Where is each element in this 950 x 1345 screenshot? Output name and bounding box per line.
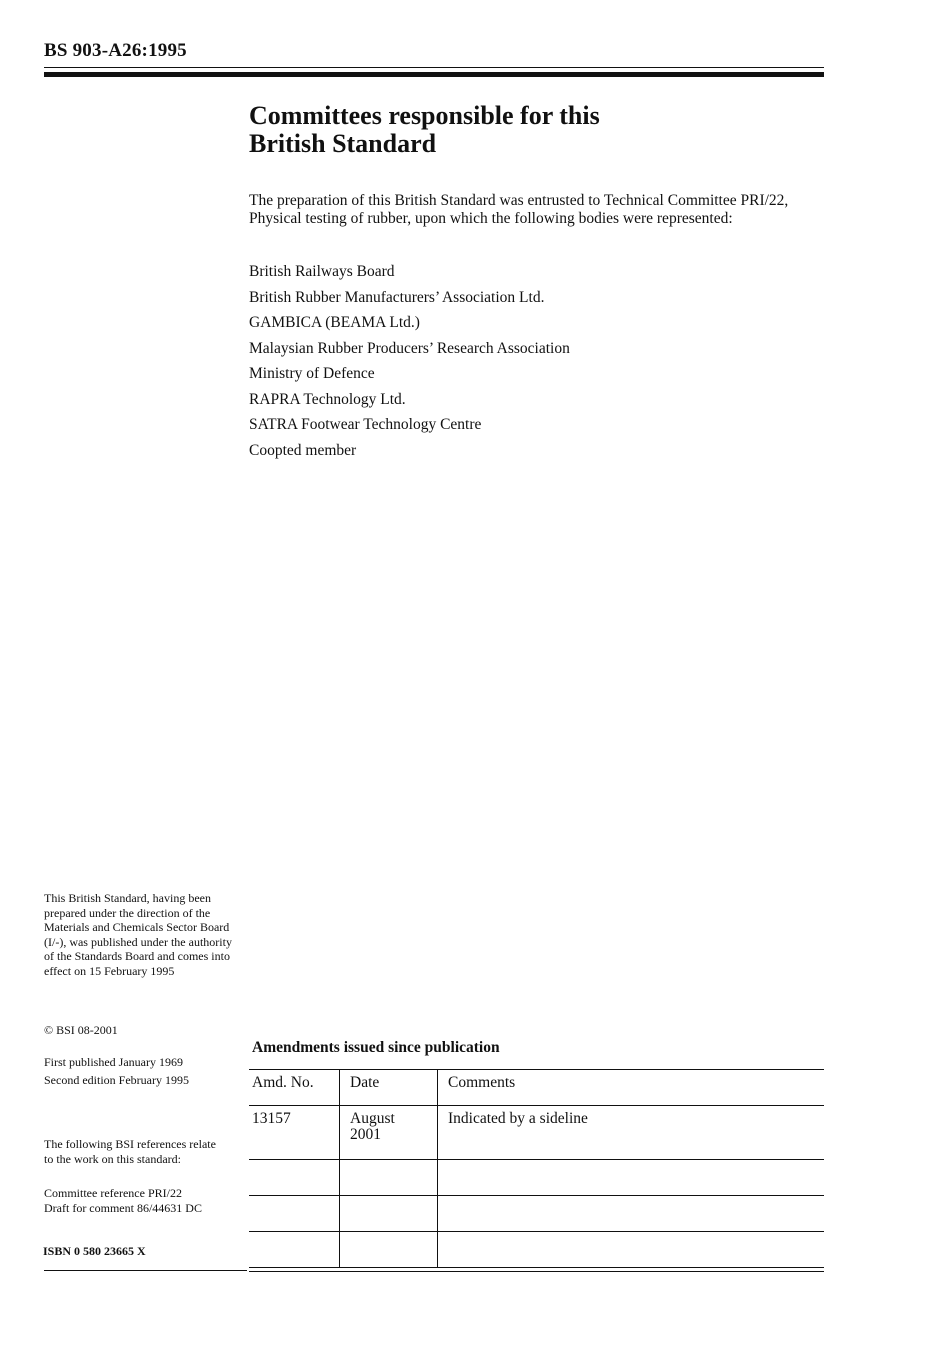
- amd-no-cell: 13157: [249, 1106, 340, 1160]
- publication-statement: This British Standard, having been prepared under the direction of the Materials and Chemicals Sector Board (I/-), was published under the authority of the Standards Board and comes into effect on 15 February 1995: [44, 891, 232, 978]
- list-item: SATRA Footwear Technology Centre: [249, 416, 482, 433]
- column-header-amd-no: Amd. No.: [249, 1070, 340, 1106]
- first-published: First published January 1969: [44, 1055, 183, 1069]
- column-header-comments: Comments: [438, 1070, 825, 1106]
- empty-cell: [438, 1196, 825, 1232]
- header-rule-thin: [44, 67, 824, 68]
- document-id: BS 903-A26:1995: [44, 40, 187, 61]
- date-line-1: August: [350, 1110, 395, 1127]
- empty-cell: [340, 1160, 438, 1196]
- column-header-date: Date: [340, 1070, 438, 1106]
- footer-rule-left: [44, 1270, 247, 1271]
- empty-cell: [249, 1160, 340, 1196]
- table-row: [249, 1160, 824, 1196]
- empty-cell: [249, 1232, 340, 1268]
- date-cell: [340, 1106, 438, 1160]
- represented-bodies-list: [249, 262, 829, 466]
- empty-cell: [249, 1196, 340, 1232]
- empty-cell: [438, 1160, 825, 1196]
- table-row: [249, 1196, 824, 1232]
- title-line-1: Committees responsible for this: [249, 101, 600, 130]
- copyright-notice: © BSI 08-2001: [44, 1023, 118, 1037]
- amendments-heading: Amendments issued since publication: [252, 1039, 500, 1056]
- footer-rule-right: [249, 1271, 824, 1272]
- list-item: British Railways Board: [249, 263, 395, 280]
- table-row: [249, 1232, 824, 1268]
- second-edition: Second edition February 1995: [44, 1073, 189, 1087]
- list-item: RAPRA Technology Ltd.: [249, 390, 406, 408]
- list-item: Ministry of Defence: [249, 365, 375, 382]
- page-title: [249, 102, 809, 158]
- amendments-table: [249, 1069, 824, 1268]
- comments-cell: Indicated by a sideline: [438, 1106, 825, 1160]
- list-item: Malaysian Rubber Producers’ Research Association: [249, 339, 570, 357]
- empty-cell: [438, 1232, 825, 1268]
- table-row: [249, 1106, 824, 1160]
- list-item: British Rubber Manufacturers’ Association Ltd.: [249, 288, 545, 306]
- date-line-2: 2001: [350, 1126, 381, 1143]
- list-item: GAMBICA (BEAMA Ltd.): [249, 314, 420, 331]
- title-line-2: British Standard: [249, 129, 437, 158]
- draft-reference: Draft for comment 86/44631 DC: [44, 1201, 202, 1215]
- header-rule-thick: [44, 72, 824, 77]
- list-item: Coopted member: [249, 441, 357, 459]
- empty-cell: [340, 1232, 438, 1268]
- isbn: ISBN 0 580 23665 X: [43, 1244, 146, 1258]
- committee-reference: Committee reference PRI/22: [44, 1186, 182, 1200]
- references-intro: The following BSI references relate to the work on this standard:: [44, 1137, 216, 1166]
- empty-cell: [340, 1196, 438, 1232]
- table-header-row: [249, 1070, 824, 1106]
- intro-paragraph: The preparation of this British Standard was entrusted to Technical Committee PRI/22, Physical testing of rubber, upon which the following bodies were represented:: [249, 192, 789, 227]
